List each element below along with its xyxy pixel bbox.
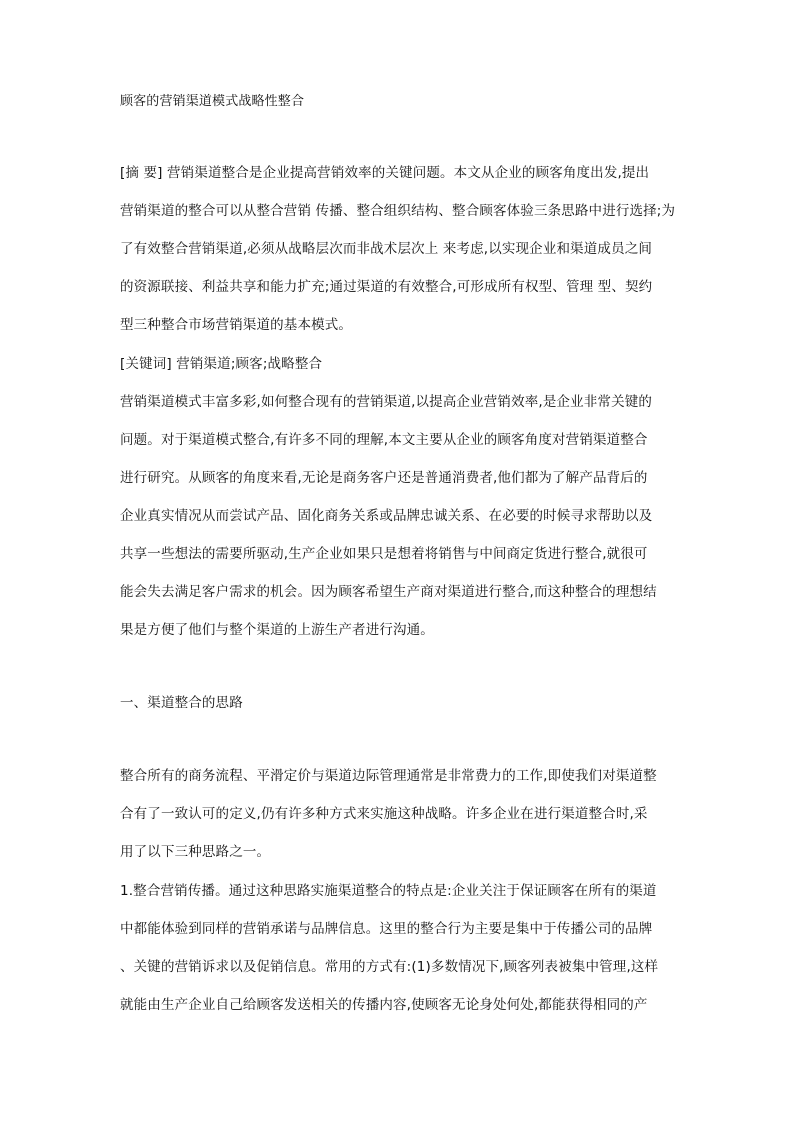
point-line: 1.整合营销传播。通过这种思路实施渠道整合的特点是:企业关注于保证顾客在所有的渠道 bbox=[120, 883, 657, 899]
abstract-line: 营销渠道的整合可以从整合营销 传播、整合组织结构、整合顾客体验三条思路中进行选择;为 bbox=[120, 203, 676, 219]
intro-line: 共享一些想法的需要所驱动,生产企业如果只是想着将销售与中间商定货进行整合,就很可 bbox=[120, 546, 648, 562]
abstract-line: [摘 要] 营销渠道整合是企业提高营销效率的关键问题。本文从企业的顾客角度出发,提出 bbox=[120, 165, 650, 181]
point-line: 就能由生产企业自己给顾客发送相关的传播内容,使顾客无论身处何处,都能获得相同的产 bbox=[120, 997, 648, 1013]
intro-line: 企业真实情况从而尝试产品、固化商务关系或品牌忠诚关系、在必要的时候寻求帮助以及 bbox=[120, 508, 653, 524]
intro-line: 进行研究。从顾客的角度来看,无论是商务客户还是普通消费者,他们都为了解产品背后的 bbox=[120, 470, 648, 486]
abstract-line: 的资源联接、利益共享和能力扩充;通过渠道的有效整合,可形成所有权型、管理 型、契约 bbox=[120, 279, 653, 295]
keywords: [关键词] 营销渠道;顾客;战略整合 bbox=[120, 356, 323, 372]
section-line: 合有了一致认可的定义,仍有许多种方式来实施这种战略。许多企业在进行渠道整合时,采 bbox=[120, 806, 648, 822]
section-heading: 一、渠道整合的思路 bbox=[120, 695, 243, 711]
abstract-line: 了有效整合营销渠道,必须从战略层次而非战术层次上 来考虑,以实现企业和渠道成员之间 bbox=[120, 241, 653, 257]
section-line: 整合所有的商务流程、平滑定价与渠道边际管理通常是非常费力的工作,即使我们对渠道整 bbox=[120, 768, 657, 784]
document-title: 顾客的营销渠道模式战略性整合 bbox=[120, 94, 305, 109]
point-line: 、关键的营销诉求以及促销信息。常用的方式有:(1)多数情况下,顾客列表被集中管理,这样 bbox=[120, 959, 659, 975]
intro-line: 问题。对于渠道模式整合,有许多不同的理解,本文主要从企业的顾客角度对营销渠道整合 bbox=[120, 432, 648, 448]
intro-line: 果是方便了他们与整个渠道的上游生产者进行沟通。 bbox=[120, 622, 434, 638]
section-line: 用了以下三种思路之一。 bbox=[120, 844, 271, 860]
abstract-line: 型三种整合市场营销渠道的基本模式。 bbox=[120, 317, 353, 333]
intro-line: 能会失去满足客户需求的机会。因为顾客希望生产商对渠道进行整合,而这种整合的理想结 bbox=[120, 584, 657, 600]
point-line: 中都能体验到同样的营销承诺与品牌信息。这里的整合行为主要是集中于传播公司的品牌 bbox=[120, 921, 653, 937]
intro-line: 营销渠道模式丰富多彩,如何整合现有的营销渠道,以提高企业营销效率,是企业非常关键的 bbox=[120, 394, 653, 410]
